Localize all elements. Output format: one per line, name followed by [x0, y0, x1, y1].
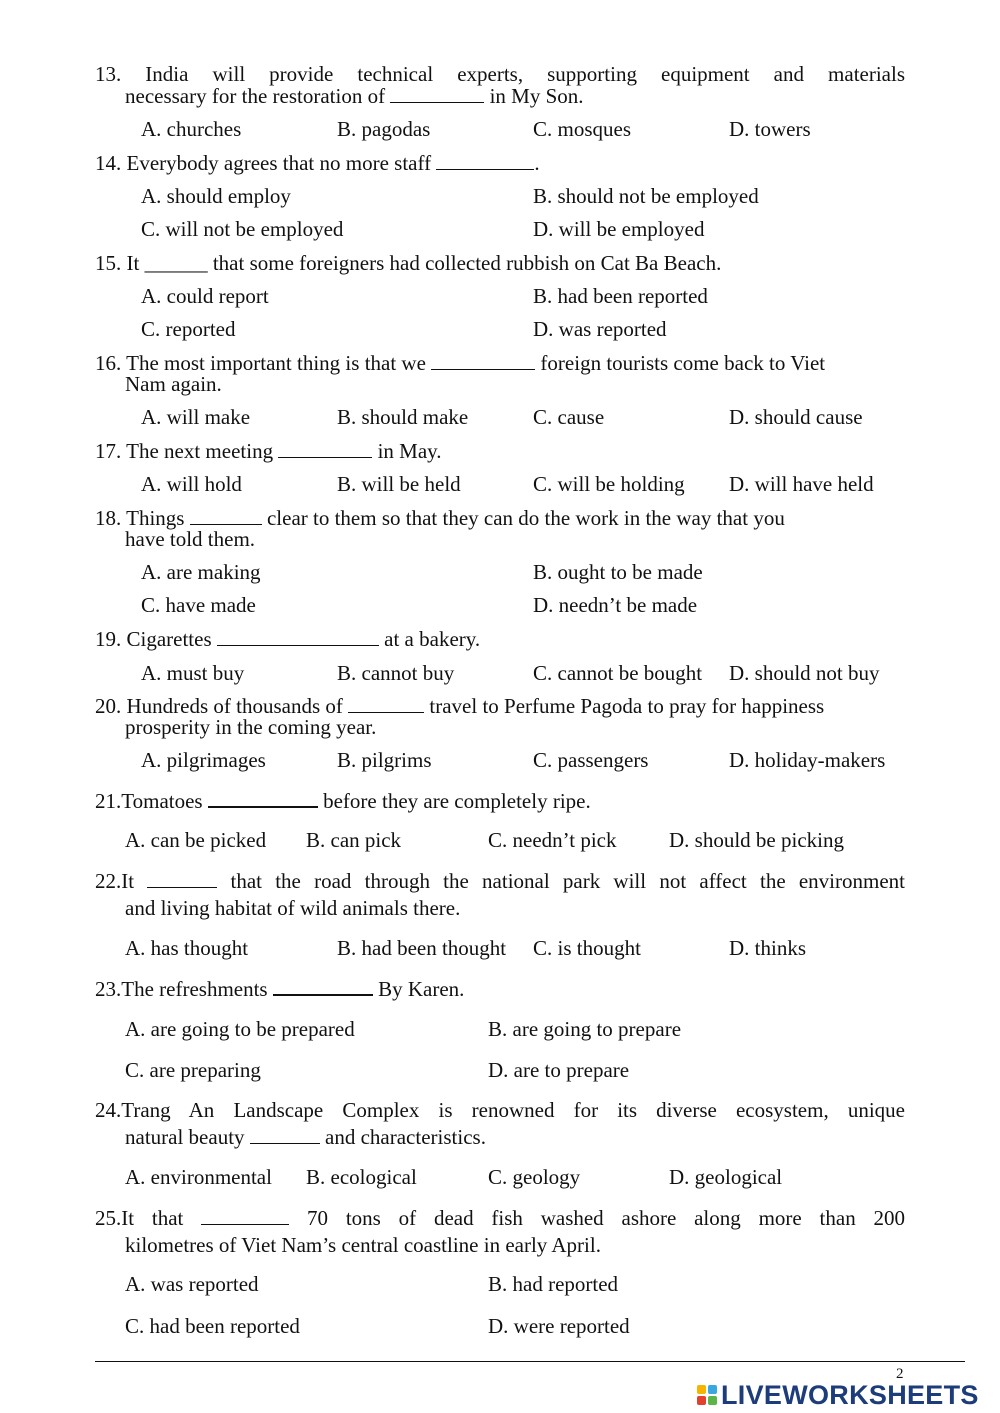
answer-blank[interactable] [431, 351, 535, 370]
option-16-a[interactable]: A. will make [141, 405, 251, 429]
question-18-line-2: have told them. [125, 527, 256, 551]
page-number: 2 [896, 1366, 904, 1382]
question-number: 16. [95, 351, 122, 375]
option-25-c[interactable]: C. had been reported [125, 1314, 300, 1338]
question-21 [95, 788, 591, 813]
option-25-d[interactable]: D. were reported [488, 1314, 630, 1338]
question-text: that some foreigners had collected rubbish on Cat Ba Beach. [212, 251, 722, 275]
question-22-line-1 [95, 869, 905, 893]
question-number: 23. [95, 977, 122, 1001]
option-16-b[interactable]: B. should make [337, 405, 469, 429]
question-14 [95, 151, 540, 175]
answer-blank[interactable] [348, 694, 424, 713]
question-number: 17. [95, 439, 122, 463]
question-number: 25. [95, 1206, 122, 1230]
question-text: at a bakery. [384, 627, 481, 651]
option-13-b[interactable]: B. pagodas [337, 117, 431, 141]
logo-square-blue [708, 1385, 717, 1394]
option-19-d[interactable]: D. should not buy [729, 661, 880, 685]
question-text: in May. [377, 439, 442, 463]
option-19-a[interactable]: A. must buy [141, 661, 245, 685]
question-text: that the road through the national park will not affect the environment [230, 869, 905, 893]
option-13-c[interactable]: C. mosques [533, 117, 632, 141]
question-text: natural beauty [125, 1125, 245, 1149]
option-18-d[interactable]: D. needn’t be made [533, 593, 698, 617]
question-text: It [126, 251, 140, 275]
question-20-line-2: prosperity in the coming year. [125, 715, 377, 739]
question-15 [95, 251, 721, 275]
option-14-a[interactable]: A. should employ [141, 184, 291, 208]
option-22-d[interactable]: D. thinks [729, 936, 807, 960]
option-22-a[interactable]: A. has thought [125, 936, 249, 960]
option-20-c[interactable]: C. passengers [533, 748, 649, 772]
question-text: 70 tons of dead fish washed ashore along more than 200 [307, 1206, 906, 1230]
option-13-d[interactable]: D. towers [729, 117, 811, 141]
question-text: Trang An Landscape Complex is renowned for its diverse ecosystem, unique [121, 1098, 905, 1122]
question-number: 14. [95, 151, 122, 175]
question-number: 13. [95, 62, 122, 86]
question-text: Things [126, 506, 185, 530]
question-24-line-2 [125, 1125, 486, 1149]
option-23-c[interactable]: C. are preparing [125, 1058, 261, 1082]
option-14-c[interactable]: C. will not be employed [141, 217, 344, 241]
answer-blank[interactable] [147, 869, 217, 888]
option-16-d[interactable]: D. should cause [729, 405, 863, 429]
option-23-b[interactable]: B. are going to prepare [488, 1017, 682, 1041]
option-15-d[interactable]: D. was reported [533, 317, 667, 341]
option-18-a[interactable]: A. are making [141, 560, 261, 584]
option-17-c[interactable]: C. will be holding [533, 472, 685, 496]
logo-text: LIVEWORKSHEETS [721, 1379, 979, 1410]
option-24-b[interactable]: B. ecological [306, 1165, 417, 1189]
option-15-c[interactable]: C. reported [141, 317, 236, 341]
question-text: The most important thing is that we [126, 351, 426, 375]
option-24-d[interactable]: D. geological [669, 1165, 783, 1189]
option-24-a[interactable]: A. environmental [125, 1165, 272, 1189]
option-17-b[interactable]: B. will be held [337, 472, 461, 496]
question-text: Cigarettes [126, 627, 212, 651]
option-20-a[interactable]: A. pilgrimages [141, 748, 266, 772]
question-number: 24. [95, 1098, 122, 1122]
option-15-b[interactable]: B. had been reported [533, 284, 708, 308]
question-25-line-2: kilometres of Viet Nam’s central coastline in early April. [125, 1233, 601, 1257]
answer-blank[interactable] [201, 1206, 289, 1225]
answer-blank[interactable] [390, 84, 484, 103]
question-text: and characteristics. [325, 1125, 486, 1149]
option-20-b[interactable]: B. pilgrims [337, 748, 432, 772]
question-number: 18. [95, 506, 122, 530]
question-24-line-1 [95, 1098, 905, 1122]
footer-rule [95, 1361, 965, 1362]
liveworksheets-logo[interactable] [697, 1380, 979, 1410]
option-15-a[interactable]: A. could report [141, 284, 269, 308]
option-18-b[interactable]: B. ought to be made [533, 560, 703, 584]
question-number: 22. [95, 869, 122, 893]
question-text: clear to them so that they can do the work in the way that you [266, 506, 785, 530]
option-16-c[interactable]: C. cause [533, 405, 605, 429]
question-text: It [121, 869, 135, 893]
answer-blank[interactable] [278, 439, 372, 458]
question-number: 20. [95, 694, 122, 718]
option-14-b[interactable]: B. should not be employed [533, 184, 759, 208]
question-text: foreign tourists come back to Viet [540, 351, 826, 375]
option-13-a[interactable]: A. churches [141, 117, 242, 141]
logo-square-yellow [697, 1385, 706, 1394]
question-number: 19. [95, 627, 122, 651]
answer-blank[interactable] [208, 788, 318, 808]
question-number: 21. [95, 789, 122, 813]
option-17-a[interactable]: A. will hold [141, 472, 242, 496]
question-19 [95, 627, 480, 651]
question-text: necessary for the restoration of [125, 84, 386, 108]
option-23-a[interactable]: A. are going to be prepared [125, 1017, 355, 1041]
question-text: It that [121, 1206, 184, 1230]
answer-blank[interactable] [436, 151, 534, 170]
question-13-line-2 [125, 84, 584, 108]
question-25-line-1 [95, 1206, 905, 1230]
option-17-d[interactable]: D. will have held [729, 472, 874, 496]
answer-blank[interactable]: ______ [144, 251, 208, 275]
question-text: in My Son. [489, 84, 584, 108]
question-22-line-2: and living habitat of wild animals there. [125, 896, 461, 920]
question-text: Everybody agrees that no more staff [126, 151, 432, 175]
question-text: The refreshments [121, 977, 268, 1001]
question-text: Hundreds of thousands of [126, 694, 343, 718]
answer-blank[interactable] [190, 506, 262, 525]
option-20-d[interactable]: D. holiday-makers [729, 748, 886, 772]
option-25-b[interactable]: B. had reported [488, 1272, 619, 1296]
logo-square-red [697, 1396, 706, 1405]
option-14-d[interactable]: D. will be employed [533, 217, 705, 241]
logo-square-green [708, 1396, 717, 1405]
option-18-c[interactable]: C. have made [141, 593, 256, 617]
option-21-a[interactable]: A. can be picked [125, 828, 267, 852]
option-19-c[interactable]: C. cannot be bought [533, 661, 703, 685]
question-text: travel to Perfume Pagoda to pray for happiness [429, 694, 825, 718]
answer-blank[interactable] [273, 976, 373, 996]
option-21-b[interactable]: B. can pick [306, 828, 402, 852]
option-21-d[interactable]: D. should be picking [669, 828, 844, 852]
question-text: The next meeting [126, 439, 274, 463]
answer-blank[interactable] [250, 1125, 320, 1144]
question-text: By Karen. [378, 977, 465, 1001]
option-25-a[interactable]: A. was reported [125, 1272, 259, 1296]
question-23 [95, 976, 464, 1001]
option-21-c[interactable]: C. needn’t pick [488, 828, 617, 852]
question-text: . [534, 151, 540, 175]
option-19-b[interactable]: B. cannot buy [337, 661, 455, 685]
option-22-b[interactable]: B. had been thought [337, 936, 507, 960]
logo-grid-icon [697, 1385, 717, 1405]
question-text: before they are completely ripe. [323, 789, 591, 813]
question-number: 15. [95, 251, 122, 275]
question-text: India will provide technical experts, supporting equipment and materials [145, 62, 905, 86]
question-17 [95, 439, 442, 463]
question-16-line-2: Nam again. [125, 372, 222, 396]
question-text: Tomatoes [121, 789, 203, 813]
option-24-c[interactable]: C. geology [488, 1165, 581, 1189]
option-22-c[interactable]: C. is thought [533, 936, 641, 960]
answer-blank[interactable] [217, 627, 379, 646]
option-23-d[interactable]: D. are to prepare [488, 1058, 630, 1082]
question-13-line-1 [95, 62, 905, 86]
